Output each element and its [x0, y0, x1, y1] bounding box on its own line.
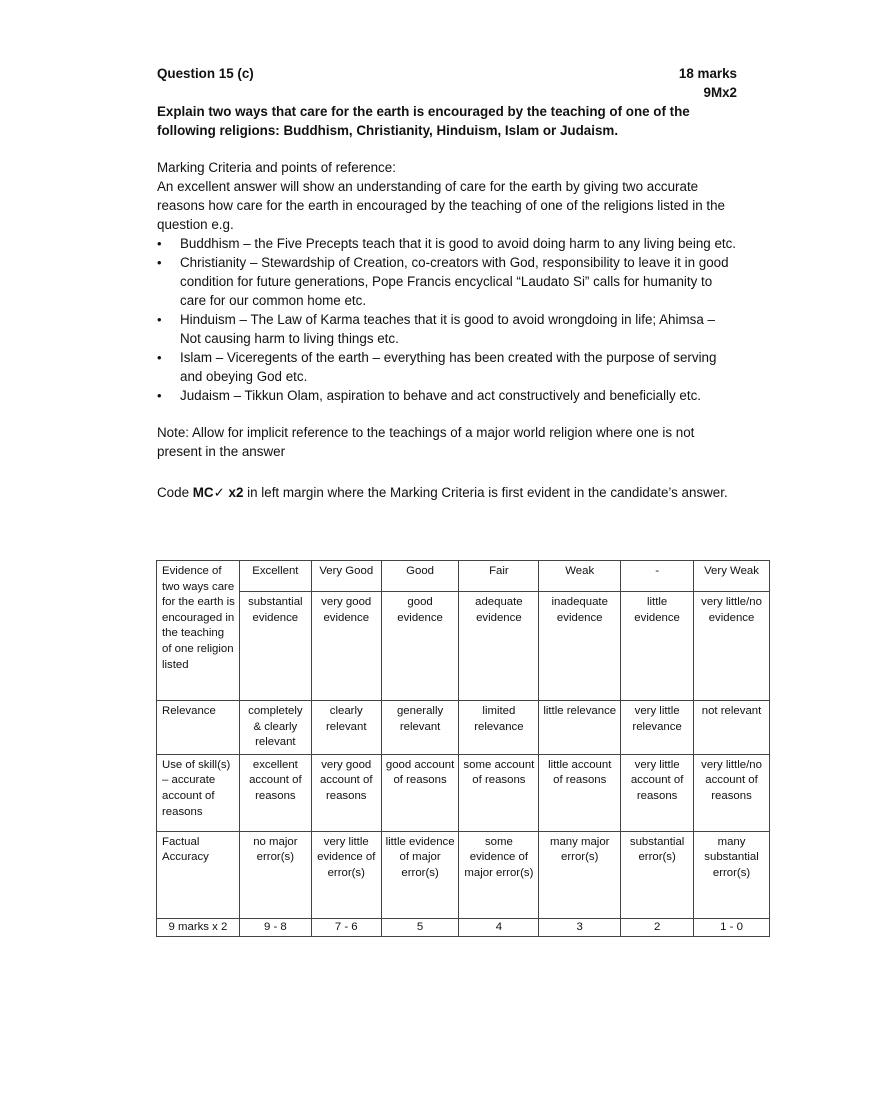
grade-very-weak: Very Weak: [694, 561, 770, 592]
table-cell: little relevance: [539, 701, 621, 755]
grade-fair: Fair: [459, 561, 539, 592]
table-cell: inadequate evidence: [539, 592, 621, 701]
table-cell: very little account of reasons: [621, 754, 694, 831]
mark-range: 4: [459, 918, 539, 937]
code-prefix: Code: [157, 485, 193, 500]
table-cell: generally relevant: [381, 701, 459, 755]
table-cell: substantial evidence: [239, 592, 311, 701]
mark-range: 9 - 8: [239, 918, 311, 937]
grade-excellent: Excellent: [239, 561, 311, 592]
x2-code: x2: [224, 485, 244, 500]
relevance-row: [157, 701, 770, 755]
criteria-heading: Marking Criteria and points of reference:: [157, 160, 396, 175]
bullet-hinduism: • Hinduism – The Law of Karma teaches that it is good to avoid wrongdoing in life; Ahimsa – Not causing harm to living things etc.: [157, 310, 737, 348]
marks-total: 18 marks: [678, 66, 737, 81]
table-cell: very little/no account of reasons: [694, 754, 770, 831]
table-cell: some evidence of major error(s): [459, 831, 539, 918]
criteria-intro: An excellent answer will show an understanding of care for the earth by giving two accurate reasons how care for the earth in encouraged by the teaching of one of the religions listed in the question e.g.: [157, 179, 725, 232]
grade-header-row: [157, 561, 770, 592]
marking-grid: [156, 560, 770, 937]
code-instruction: [157, 483, 737, 502]
table-cell: many major error(s): [539, 831, 621, 918]
check-icon: ✓: [213, 485, 225, 500]
mark-range: 5: [381, 918, 459, 937]
table-cell: excellent account of reasons: [239, 754, 311, 831]
table-cell: very good account of reasons: [311, 754, 381, 831]
mark-range: 3: [539, 918, 621, 937]
row-label-accuracy: Factual Accuracy: [157, 831, 240, 918]
table-cell: very little/no evidence: [694, 592, 770, 701]
grade-dash: -: [621, 561, 694, 592]
grade-very-good: Very Good: [311, 561, 381, 592]
table-cell: good account of reasons: [381, 754, 459, 831]
table-cell: completely & clearly relevant: [239, 701, 311, 755]
table-cell: clearly relevant: [311, 701, 381, 755]
religion-bullet-list: [157, 234, 737, 405]
row-label-marks: 9 marks x 2: [157, 918, 240, 937]
row-label-evidence: Evidence of two ways care for the earth is encouraged in the teaching of one religion listed: [157, 561, 240, 701]
table-cell: little evidence: [621, 592, 694, 701]
note-text: Note: Allow for implicit reference to the teachings of a major world religion where one is not present in the answer: [157, 425, 695, 459]
table-cell: not relevant: [694, 701, 770, 755]
marks-code: 9Mx2: [703, 85, 737, 100]
grade-weak: Weak: [539, 561, 621, 592]
question-header: [157, 64, 737, 100]
question-text: Explain two ways that care for the earth is encouraged by the teaching of one of the following religions: Buddhism, Christianity, Hinduism, Islam or Judaism.: [157, 104, 690, 138]
marks-row: [157, 918, 770, 937]
row-label-relevance: Relevance: [157, 701, 240, 755]
table-cell: substantial error(s): [621, 831, 694, 918]
table-cell: very little relevance: [621, 701, 694, 755]
bullet-christianity: • Christianity – Stewardship of Creation, co-creators with God, responsibility to leave it in good condition for future generations, Pope Francis encyclical “Laudato Si” calls for humanity to care for our common home etc.: [157, 253, 737, 310]
bullet-islam: • Islam – Viceregents of the earth – everything has been created with the purpose of serving and obeying God etc.: [157, 348, 737, 386]
table-cell: no major error(s): [239, 831, 311, 918]
evidence-row: [157, 592, 770, 701]
mark-range: 1 - 0: [694, 918, 770, 937]
table-cell: little account of reasons: [539, 754, 621, 831]
table-cell: good evidence: [381, 592, 459, 701]
mark-range: 7 - 6: [311, 918, 381, 937]
table-cell: some account of reasons: [459, 754, 539, 831]
accuracy-row: [157, 831, 770, 918]
mark-range: 2: [621, 918, 694, 937]
table-cell: adequate evidence: [459, 592, 539, 701]
grade-good: Good: [381, 561, 459, 592]
question-number: Question 15 (c): [157, 66, 254, 81]
table-cell: very little evidence of error(s): [311, 831, 381, 918]
row-label-skills: Use of skill(s) – accurate account of reasons: [157, 754, 240, 831]
table-cell: limited relevance: [459, 701, 539, 755]
table-cell: very good evidence: [311, 592, 381, 701]
marks-block: [679, 64, 737, 102]
table-cell: many substantial error(s): [694, 831, 770, 918]
bullet-buddhism: • Buddhism – the Five Precepts teach that it is good to avoid doing harm to any living being etc.: [157, 234, 737, 253]
mc-code: MC: [192, 485, 214, 500]
document-page: [157, 64, 737, 502]
skills-row: [157, 754, 770, 831]
table-cell: little evidence of major error(s): [381, 831, 459, 918]
bullet-judaism: • Judaism – Tikkun Olam, aspiration to behave and act constructively and beneficially etc.: [157, 386, 737, 405]
code-suffix: in left margin where the Marking Criteria is first evident in the candidate’s answer.: [243, 485, 728, 500]
